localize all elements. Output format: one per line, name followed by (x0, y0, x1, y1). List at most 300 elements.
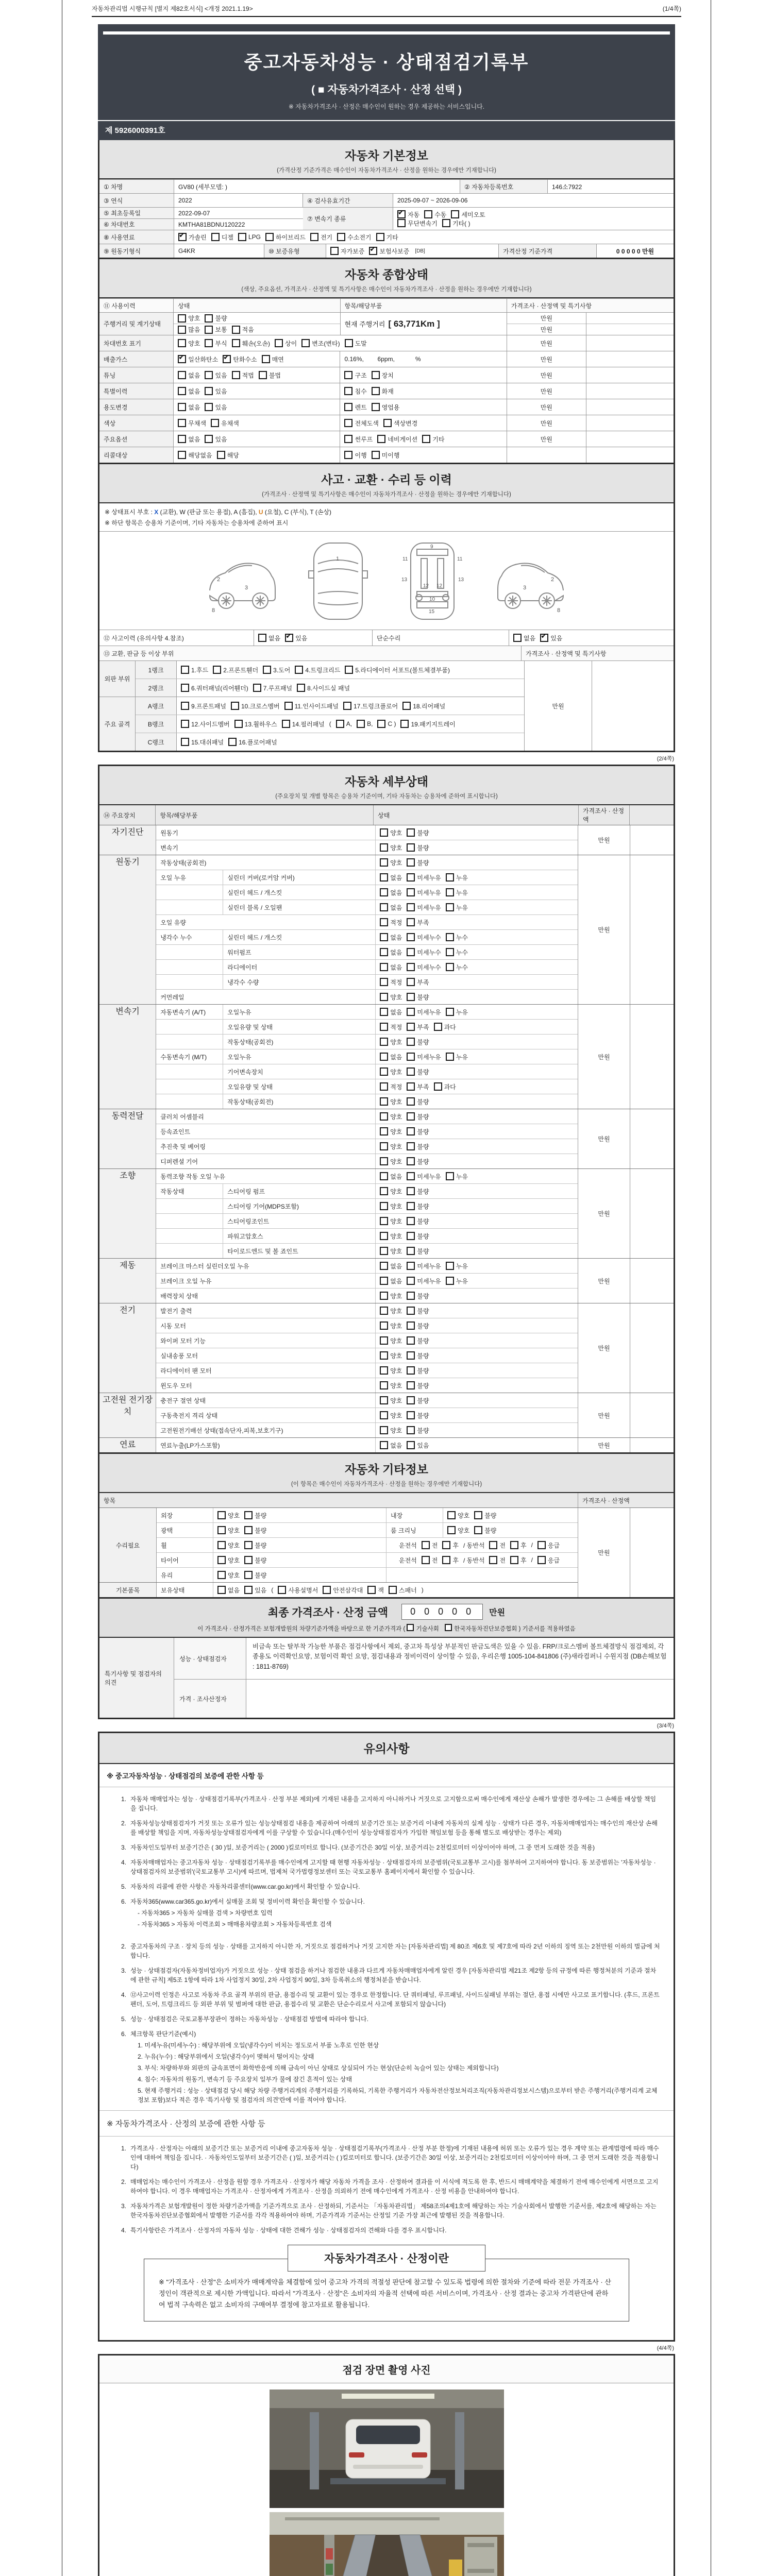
checkbox-icon[interactable] (380, 1381, 388, 1389)
checkbox-icon[interactable] (380, 1321, 388, 1330)
option (407, 873, 441, 882)
checkbox-icon[interactable] (407, 903, 415, 911)
checkbox-icon[interactable] (380, 963, 388, 971)
checkbox-icon[interactable] (446, 1053, 454, 1061)
checkbox-icon[interactable] (205, 435, 213, 443)
checkbox-icon[interactable] (474, 1511, 482, 1519)
checkbox-icon[interactable] (285, 634, 293, 642)
checkbox-icon[interactable] (422, 435, 430, 443)
checkbox-icon[interactable] (344, 387, 352, 395)
option-label: 누유 (456, 1008, 468, 1016)
checkbox-icon[interactable] (380, 888, 388, 896)
option (337, 233, 371, 242)
checkbox-icon[interactable] (262, 355, 270, 363)
checkbox-icon[interactable] (244, 1541, 253, 1549)
option-label: 11.인사이드패널 (294, 702, 339, 710)
checkbox-icon[interactable] (217, 1511, 226, 1519)
checkbox-icon[interactable] (244, 1526, 253, 1534)
checkbox-icon[interactable] (344, 451, 352, 459)
checkbox-icon[interactable] (380, 843, 388, 852)
checkbox-icon[interactable] (407, 1082, 415, 1091)
checkbox-icon[interactable] (380, 933, 388, 941)
checkbox-icon[interactable] (446, 948, 454, 956)
checkbox-icon[interactable] (407, 1053, 415, 1061)
option (217, 1541, 240, 1550)
checkbox-icon[interactable] (380, 993, 388, 1001)
checkbox-icon[interactable] (205, 387, 213, 395)
checkbox-icon[interactable] (181, 738, 189, 746)
checkbox-icon[interactable] (407, 1202, 415, 1210)
option (380, 1038, 402, 1046)
checkbox-icon[interactable] (380, 1187, 388, 1195)
option (178, 314, 200, 323)
option (407, 1157, 429, 1166)
checkbox-icon[interactable] (380, 858, 388, 867)
checkbox-icon[interactable] (345, 339, 353, 347)
checkbox-icon[interactable] (446, 933, 454, 941)
vin-label: ⑥ 차대번호 (99, 219, 174, 230)
checkbox-icon[interactable] (178, 403, 186, 411)
checkbox-icon[interactable] (259, 371, 267, 379)
checkbox-icon[interactable] (344, 419, 352, 427)
option (330, 247, 364, 256)
checkbox-icon[interactable] (181, 666, 189, 674)
checkbox-icon[interactable] (217, 451, 225, 459)
checkbox-icon[interactable] (407, 828, 415, 837)
option-label: 도말 (355, 340, 367, 347)
checkbox-icon[interactable] (383, 419, 392, 427)
checkbox-icon[interactable] (442, 1541, 450, 1549)
checkbox-icon[interactable] (407, 963, 415, 971)
checkbox-icon[interactable] (244, 1511, 253, 1519)
checkbox-icon[interactable] (301, 339, 310, 347)
checkbox-icon[interactable] (205, 339, 213, 347)
option (422, 1586, 424, 1594)
detail-item-label: 라디에이터 (227, 963, 258, 971)
checkbox-icon[interactable] (445, 1624, 452, 1631)
checkbox-icon[interactable] (345, 666, 353, 674)
checkbox-icon[interactable] (407, 1172, 415, 1180)
option (442, 219, 470, 228)
option (380, 978, 402, 987)
option-label: 16.플로어패널 (239, 738, 277, 746)
basic-header (99, 140, 674, 179)
checkbox-icon[interactable] (380, 873, 388, 882)
mileage-state-1 (174, 313, 340, 324)
checkbox-icon[interactable] (178, 419, 186, 427)
checkbox-icon[interactable] (446, 1172, 454, 1180)
checkbox-icon[interactable] (389, 1586, 397, 1594)
checkbox-icon[interactable] (407, 873, 415, 882)
checkbox-icon[interactable] (380, 1441, 388, 1449)
option-label: 없음 (390, 1277, 402, 1285)
checkbox-icon[interactable] (380, 1157, 388, 1165)
option (540, 634, 562, 642)
checkbox-icon[interactable] (213, 666, 221, 674)
checkbox-icon[interactable] (380, 1172, 388, 1180)
checkbox-icon[interactable] (474, 1526, 482, 1534)
detail-item-label: 충전구 절연 상태 (160, 1397, 206, 1404)
detail-row (156, 989, 578, 1004)
notice-subitem: 3. 부식: 차량하부와 외판의 금속표면이 화학반응에 의해 금속이 아닌 상태로 상실되어 가는 현상(단순히 녹슬어 있는 상태는 제외합니다) (138, 2064, 499, 2072)
checkbox-icon[interactable] (232, 326, 240, 334)
checkbox-icon[interactable] (397, 210, 406, 218)
option-label: 양호 (390, 1202, 402, 1210)
checkbox-icon[interactable] (407, 1292, 415, 1300)
checkbox-icon[interactable] (380, 903, 388, 911)
checkbox-icon[interactable] (407, 978, 415, 986)
checkbox-icon[interactable] (178, 435, 186, 443)
checkbox-icon[interactable] (232, 371, 240, 379)
checkbox-icon[interactable] (446, 873, 454, 882)
checkbox-icon[interactable] (446, 1277, 454, 1285)
rank-row (136, 661, 524, 679)
checkbox-icon[interactable] (407, 933, 415, 941)
option (489, 1541, 506, 1550)
checkbox-icon[interactable] (344, 435, 352, 443)
option-label: 운전석 (399, 1541, 417, 1549)
form-ref: 자동차관리법 시행규칙 [별지 제82호서식] <개정 2021.1.19> (92, 5, 253, 12)
final-price-amount: 0 0 0 0 0 (401, 1604, 483, 1620)
option-label: 적정 (390, 1023, 402, 1031)
checkbox-icon[interactable] (446, 888, 454, 896)
checkbox-icon[interactable] (380, 978, 388, 986)
checkbox-icon[interactable] (258, 634, 266, 642)
checkbox-icon[interactable] (337, 233, 345, 241)
checkbox-icon[interactable] (446, 903, 454, 911)
option (244, 1526, 266, 1535)
checkbox-icon[interactable] (397, 219, 406, 227)
detail-row (156, 825, 578, 840)
checkbox-icon[interactable] (380, 918, 388, 926)
checkbox-icon[interactable] (265, 233, 274, 241)
option (205, 314, 227, 323)
checkbox-icon[interactable] (278, 1586, 286, 1594)
checkbox-icon[interactable] (407, 888, 415, 896)
checkbox-icon[interactable] (447, 1511, 456, 1519)
checkbox-icon[interactable] (323, 1586, 331, 1594)
option-label: 화재 (381, 387, 394, 395)
checkbox-icon[interactable] (234, 720, 243, 728)
inspector-opinion-text: 비금속 또는 탈부착 가능한 부품은 점검사항에서 제외, 중고차 특성상 부분적인 판금도색은 있을 수 있음. FRP/크로스멤버 볼트체결방식 점검제외, 각종용도 이력확인요망, 보험이력 확인 요망, 점검내용과 정비이력이 상이할 수 있음, 우리은행 1005-104-841806 (주)새라컴퍼니 수원지점 (DB손해보험 : 1811-8769) (253, 1643, 667, 1670)
checkbox-icon[interactable] (181, 702, 189, 710)
simple-repair-label: 단순수리 (373, 630, 509, 646)
checkbox-icon[interactable] (407, 1217, 415, 1225)
checkbox-icon[interactable] (446, 1008, 454, 1016)
option-label: 전 (431, 1541, 438, 1549)
checkbox-icon[interactable] (380, 828, 388, 837)
checkbox-icon[interactable] (372, 387, 380, 395)
checkbox-icon[interactable] (540, 634, 548, 642)
option-label: 불량 (417, 1337, 429, 1345)
detail-row (156, 1243, 578, 1258)
option-label: 이행 (355, 451, 367, 459)
checkbox-icon[interactable] (330, 247, 339, 255)
checkbox-icon[interactable] (284, 702, 293, 710)
checkbox-icon[interactable] (407, 1336, 415, 1345)
checkbox-icon[interactable] (407, 843, 415, 852)
checkbox-icon[interactable] (434, 1082, 442, 1091)
checkbox-icon[interactable] (380, 948, 388, 956)
title-rule (103, 31, 670, 35)
option (422, 1556, 438, 1565)
checkbox-icon[interactable] (380, 1277, 388, 1285)
checkbox-icon[interactable] (178, 371, 186, 379)
checkbox-icon[interactable] (407, 858, 415, 867)
checkbox-icon[interactable] (217, 1526, 226, 1534)
option-label: 부족 (417, 978, 429, 986)
checkbox-icon[interactable] (407, 1187, 415, 1195)
notices-section-1: ※ 중고자동차성능 · 상태점검의 보증에 관한 사항 등 (99, 1764, 674, 1787)
detail-row (156, 1228, 578, 1243)
checkbox-icon[interactable] (407, 1247, 415, 1255)
checkbox-icon[interactable] (380, 1307, 388, 1315)
rank-label: A랭크 (136, 697, 177, 715)
checkbox-icon[interactable] (205, 403, 213, 411)
checkbox-icon[interactable] (407, 948, 415, 956)
standard-org-2: 한국자동차진단보증협회 (454, 1626, 517, 1632)
checkbox-icon[interactable] (380, 1292, 388, 1300)
detail-item-label: 시동 모터 (160, 1322, 186, 1330)
checkbox-icon[interactable] (447, 1526, 456, 1534)
checkbox-icon[interactable] (178, 355, 186, 363)
option (178, 233, 207, 242)
option-label: 불량 (255, 1571, 267, 1579)
checkbox-icon[interactable] (380, 1112, 388, 1121)
checkbox-icon[interactable] (377, 435, 385, 443)
option-label: 없음 (268, 634, 281, 642)
option (205, 387, 227, 396)
checkbox-icon[interactable] (380, 1053, 388, 1061)
detail-row (156, 974, 578, 989)
option (407, 858, 429, 867)
checkbox-icon[interactable] (407, 1426, 415, 1434)
checkbox-icon[interactable] (407, 918, 415, 926)
checkbox-icon[interactable] (380, 1217, 388, 1225)
etc-row-second-label: 룸 크리닝 (386, 1523, 443, 1537)
checkbox-icon[interactable] (217, 1571, 226, 1579)
checkbox-icon[interactable] (537, 1556, 546, 1564)
checkbox-icon[interactable] (407, 993, 415, 1001)
option-label: 구조 (355, 371, 367, 379)
option (380, 1217, 402, 1226)
checkbox-icon[interactable] (372, 371, 380, 379)
checkbox-icon[interactable] (211, 419, 219, 427)
checkbox-icon[interactable] (231, 702, 239, 710)
option (275, 339, 297, 348)
checkbox-icon[interactable] (178, 451, 186, 459)
checkbox-icon[interactable] (407, 1232, 415, 1240)
option-label: 불량 (417, 1397, 429, 1404)
checkbox-icon[interactable] (380, 1008, 388, 1016)
checkbox-icon[interactable] (217, 1541, 226, 1549)
checkbox-icon[interactable] (422, 1556, 430, 1564)
checkbox-icon[interactable] (489, 1541, 497, 1549)
option (446, 873, 468, 882)
option-label: 있음 (550, 634, 563, 642)
inspection-value: 2025-09-07 ~ 2026-09-06 (393, 194, 674, 207)
checkbox-icon[interactable] (205, 326, 213, 334)
checkbox-icon[interactable] (407, 1023, 415, 1031)
checkbox-icon[interactable] (446, 963, 454, 971)
checkbox-icon[interactable] (510, 1541, 518, 1549)
checkbox-icon[interactable] (380, 1038, 388, 1046)
checkbox-icon[interactable] (178, 314, 186, 323)
checkbox-icon[interactable] (357, 720, 365, 728)
checkbox-icon[interactable] (537, 1541, 546, 1549)
option (380, 1441, 402, 1450)
checkbox-icon[interactable] (424, 210, 432, 218)
checkbox-icon[interactable] (232, 339, 240, 347)
checkbox-icon[interactable] (244, 1556, 253, 1564)
checkbox-icon[interactable] (422, 1541, 430, 1549)
checkbox-icon[interactable] (407, 1351, 415, 1360)
detail-subgroup-label (156, 1079, 223, 1094)
checkbox-icon[interactable] (178, 233, 187, 241)
checkbox-icon[interactable] (223, 355, 231, 363)
checkbox-icon[interactable] (442, 1556, 450, 1564)
row-label: 주요옵션 (99, 431, 174, 447)
checkbox-icon[interactable] (407, 1307, 415, 1315)
checkbox-icon[interactable] (407, 1441, 415, 1449)
checkbox-icon[interactable] (407, 1321, 415, 1330)
checkbox-icon[interactable] (380, 1351, 388, 1360)
checkbox-icon[interactable] (380, 1127, 388, 1136)
base-price-value: 0 0 0 0 0 만원 (616, 247, 654, 255)
checkbox-icon[interactable] (380, 1082, 388, 1091)
rank-row (136, 679, 524, 697)
checkbox-icon[interactable] (376, 233, 384, 241)
option (380, 1202, 402, 1211)
detail-item-state (376, 915, 578, 929)
checkbox-icon[interactable] (228, 738, 237, 746)
checkbox-icon[interactable] (181, 720, 189, 728)
checkbox-icon[interactable] (407, 1008, 415, 1016)
checkbox-icon[interactable] (217, 1586, 226, 1594)
checkbox-icon[interactable] (380, 1067, 388, 1076)
checkbox-icon[interactable] (205, 371, 213, 379)
checkbox-icon[interactable] (181, 684, 189, 692)
checkbox-icon[interactable] (380, 1411, 388, 1419)
checkbox-icon[interactable] (377, 720, 385, 728)
checkbox-icon[interactable] (244, 1586, 253, 1594)
checkbox-icon[interactable] (407, 1381, 415, 1389)
checkbox-icon[interactable] (238, 233, 246, 241)
checkbox-icon[interactable] (451, 210, 459, 218)
checkbox-icon[interactable] (380, 1336, 388, 1345)
checkbox-icon[interactable] (380, 1366, 388, 1375)
option-label: LPG (248, 233, 261, 241)
checkbox-icon[interactable] (489, 1556, 497, 1564)
detail-row (156, 944, 578, 959)
checkbox-icon[interactable] (372, 451, 380, 459)
checkbox-icon[interactable] (253, 684, 261, 692)
etc-column-headers (99, 1493, 674, 1508)
checkbox-icon[interactable] (344, 371, 352, 379)
checkbox-icon[interactable] (282, 720, 290, 728)
checkbox-icon[interactable] (407, 1157, 415, 1165)
svg-text:13: 13 (401, 577, 408, 583)
checkbox-icon[interactable] (400, 720, 409, 728)
checkbox-icon[interactable] (380, 1023, 388, 1031)
checkbox-icon[interactable] (367, 1586, 376, 1594)
checkbox-icon[interactable] (407, 1142, 415, 1150)
checkbox-icon[interactable] (380, 1142, 388, 1150)
notice-subitem: - 자동차365 > 자동차 이력조회 > 매매용차량조회 > 자동차등록번호 검색 (138, 1921, 332, 1928)
checkbox-icon[interactable] (380, 1426, 388, 1434)
checkbox-icon[interactable] (446, 1262, 454, 1270)
checkbox-icon[interactable] (178, 339, 186, 347)
checkbox-icon[interactable] (407, 1277, 415, 1285)
checkbox-icon[interactable] (217, 1556, 226, 1564)
option (344, 371, 366, 380)
section-basic-info (98, 140, 675, 259)
checkbox-icon[interactable] (310, 233, 318, 241)
checkbox-icon[interactable] (407, 1624, 414, 1631)
checkbox-icon[interactable] (442, 219, 450, 227)
option (407, 933, 441, 942)
option-label: 응급 (547, 1541, 560, 1549)
rank-label: 1랭크 (136, 661, 177, 679)
checkbox-icon[interactable] (407, 1366, 415, 1375)
checkbox-icon[interactable] (380, 1247, 388, 1255)
checkbox-icon[interactable] (434, 1023, 442, 1031)
checkbox-icon[interactable] (336, 720, 344, 728)
option-label: 누유 (456, 1262, 468, 1270)
checkbox-icon[interactable] (297, 684, 305, 692)
checkbox-icon[interactable] (407, 1262, 415, 1270)
option (397, 210, 419, 219)
checkbox-icon[interactable] (295, 666, 303, 674)
checkbox-icon[interactable] (407, 1396, 415, 1404)
checkbox-icon[interactable] (205, 314, 213, 323)
checkbox-icon[interactable] (402, 702, 411, 710)
checkbox-icon[interactable] (380, 1232, 388, 1240)
title-block (98, 24, 675, 140)
row-state (174, 431, 340, 447)
inspection-photo-ramp (270, 2512, 504, 2576)
checkbox-icon[interactable] (178, 387, 186, 395)
checkbox-icon[interactable] (211, 233, 220, 241)
checkbox-icon[interactable] (263, 666, 271, 674)
checkbox-icon[interactable] (407, 1038, 415, 1046)
checkbox-icon[interactable] (369, 247, 377, 255)
checkbox-icon[interactable] (510, 1556, 518, 1564)
checkbox-icon[interactable] (407, 1097, 415, 1106)
checkbox-icon[interactable] (513, 634, 522, 642)
checkbox-icon[interactable] (380, 1202, 388, 1210)
checkbox-icon[interactable] (407, 1112, 415, 1121)
row-label: 특별이력 (99, 383, 174, 399)
checkbox-icon[interactable] (178, 326, 186, 334)
checkbox-icon[interactable] (344, 403, 352, 411)
checkbox-icon[interactable] (380, 1396, 388, 1404)
checkbox-icon[interactable] (244, 1571, 253, 1579)
option (407, 1411, 429, 1420)
mileage-prefix: 현재 주행거리 (344, 320, 385, 328)
checkbox-icon[interactable] (407, 1067, 415, 1076)
checkbox-icon[interactable] (275, 339, 283, 347)
fuel-option-group (178, 233, 403, 242)
checkbox-icon[interactable] (407, 1411, 415, 1419)
accident-note: (가격조사 · 산정액 및 특기사항은 매수인이 자동차가격조사 · 산정을 원하는 경우에만 기재합니다) (262, 492, 511, 498)
checkbox-icon[interactable] (380, 1262, 388, 1270)
checkbox-icon[interactable] (407, 1127, 415, 1136)
checkbox-icon[interactable] (380, 1097, 388, 1106)
checkbox-icon[interactable] (343, 702, 351, 710)
checkbox-icon[interactable] (372, 403, 380, 411)
option (451, 210, 485, 219)
